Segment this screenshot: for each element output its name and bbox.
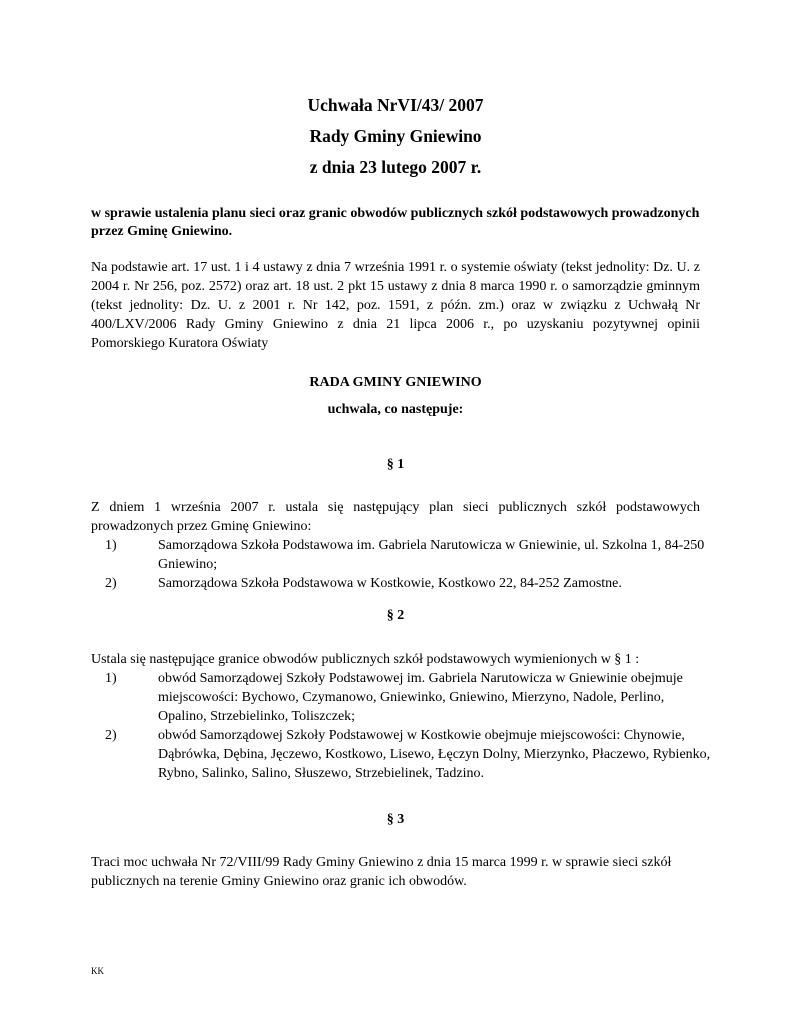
council-name-title: Rady Gminy Gniewino — [309, 126, 482, 146]
list-item — [91, 726, 711, 783]
section-2-intro: Ustala się następujące granice obwodów publicznych szkół podstawowych wymienionych w § 1 : — [91, 652, 640, 667]
section-1-intro: Z dniem 1 września 2007 r. ustala się następujący plan sieci publicznych szkół podstawowych prowadzonych przez Gminę Gniewino: — [91, 500, 700, 534]
section-1-list — [91, 536, 711, 593]
list-item-number: 2) — [105, 576, 117, 591]
list-item-text: obwód Samorządowej Szkoły Podstawowej w Kostkowie obejmuje miejscowości: Chynowie, Dąbrówka, Dębina, Jęczewo, Kostkowo, Lisewo, Łęczyn Dolny, Mierzynko, Płaczewo, Rybienko, Rybno, Salinko, Salino, Słuszewo, Strzebielinek, Tadzino. — [158, 728, 711, 781]
list-item — [91, 536, 711, 574]
section-3-text: Traci moc uchwała Nr 72/VIII/99 Rady Gminy Gniewino z dnia 15 marca 1999 r. w sprawie sieci szkół publicznych na terenie Gminy Gniewino oraz granic ich obwodów. — [91, 855, 672, 889]
list-item-text: Samorządowa Szkoła Podstawowa im. Gabriela Narutowicza w Gniewinie, ul. Szkolna 1, 84-250 Gniewino; — [158, 538, 705, 572]
list-item — [91, 574, 711, 593]
council-heading: RADA GMINY GNIEWINO — [309, 375, 482, 390]
resolves-line: uchwala, co następuje: — [327, 402, 464, 417]
list-item-number: 1) — [105, 538, 117, 553]
list-item-number: 2) — [105, 728, 117, 743]
list-item-text: obwód Samorządowej Szkoły Podstawowej im. Gabriela Narutowicza w Gniewinie obejmuje miejscowości: Bychowo, Czymanowo, Gniewinko, Gniewino, Mierzyno, Nadole, Perlino, Opalino, Strzebielinko, Toliszczek; — [158, 671, 683, 724]
list-item-text: Samorządowa Szkoła Podstawowa w Kostkowie, Kostkowo 22, 84-252 Zamostne. — [158, 576, 622, 591]
legal-basis-paragraph: Na podstawie art. 17 ust. 1 i 4 ustawy z dnia 7 września 1991 r. o systemie oświaty (tekst jednolity: Dz. U. z 2004 r. Nr 256, poz. 2572) oraz art. 18 ust. 2 pkt 15 ustawy z dnia 8 marca 1990 r. o samorządzie gminnym (tekst jednolity: Dz. U. z 2001 r. Nr 142, poz. 1591, z późn. zm.) oraz w związku z Uchwałą Nr 400/LXV/2006 Rady Gminy Gniewino z dnia 21 lipca 2006 r., po uzyskaniu pozytywnej opinii Pomorskiego Kuratora Oświaty — [91, 260, 700, 351]
list-item — [91, 669, 711, 726]
list-item-number: 1) — [105, 671, 117, 686]
section-2-list — [91, 669, 711, 783]
section-2-heading: § 2 — [386, 608, 405, 623]
resolution-subject: w sprawie ustalenia planu sieci oraz granic obwodów publicznych szkół podstawowych prowadzonych przez Gminę Gniewino. — [91, 206, 700, 239]
section-3-heading: § 3 — [386, 812, 405, 827]
footer-initials: KK — [91, 966, 104, 976]
resolution-date: z dnia 23 lutego 2007 r. — [309, 157, 482, 177]
section-1-heading: § 1 — [386, 457, 405, 472]
resolution-number: Uchwała NrVI/43/ 2007 — [307, 95, 484, 115]
